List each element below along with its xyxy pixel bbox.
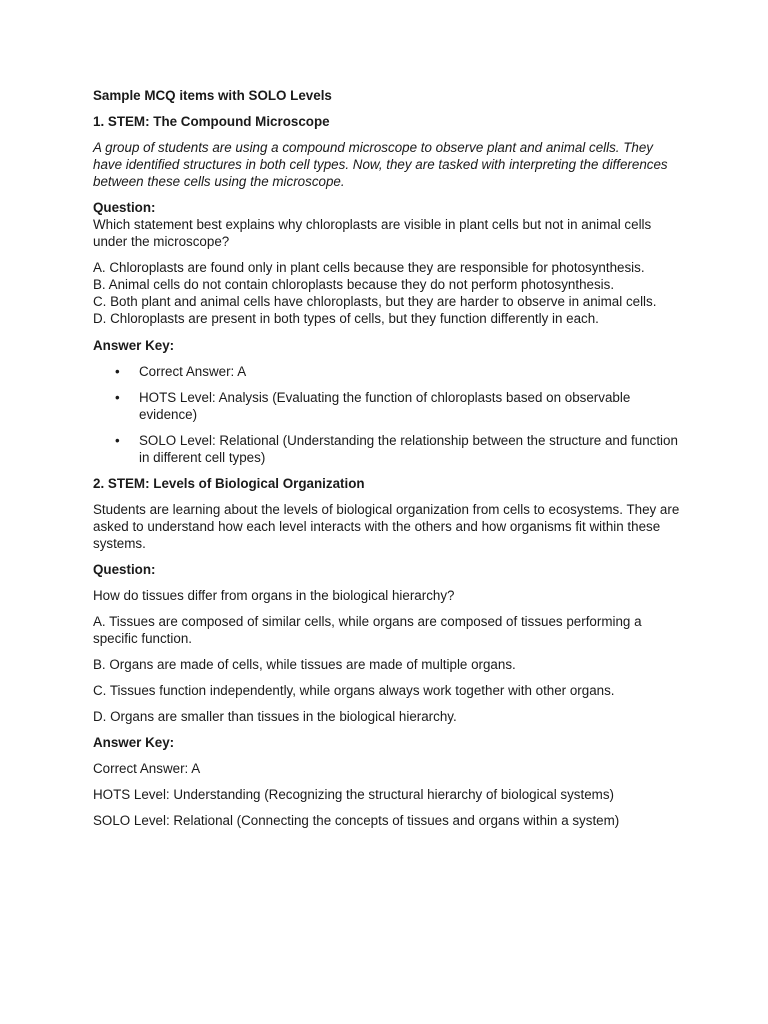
bullet-icon: • bbox=[115, 364, 120, 379]
section-2-answer-key-label: Answer Key: bbox=[93, 735, 175, 750]
section-1-option-d: D. Chloroplasts are present in both types of cells, but they function differently in each. bbox=[93, 311, 599, 326]
section-1-options bbox=[93, 259, 683, 327]
document-page bbox=[93, 87, 683, 829]
section-2-option-c: C. Tissues function independently, while organs always work together with other organs. bbox=[93, 683, 615, 698]
section-1-option-a: A. Chloroplasts are found only in plant cells because they are responsible for photosynthesis. bbox=[93, 260, 645, 275]
section-2-option-b: B. Organs are made of cells, while tissues are made of multiple organs. bbox=[93, 657, 516, 672]
section-2-solo-level: SOLO Level: Relational (Connecting the concepts of tissues and organs within a system) bbox=[93, 813, 620, 828]
section-2-correct-answer: Correct Answer: A bbox=[93, 761, 201, 776]
section-1-scenario: A group of students are using a compound microscope to observe plant and animal cells. They have identified structures in both cell types. Now, they are tasked with interpreting the differences between these cells using the microscope. bbox=[93, 140, 668, 189]
answer-list-item bbox=[93, 389, 683, 423]
answer-list-item bbox=[93, 432, 683, 466]
section-1-option-b: B. Animal cells do not contain chloroplasts because they do not perform photosynthesis. bbox=[93, 277, 615, 292]
section-2-option-d: D. Organs are smaller than tissues in the biological hierarchy. bbox=[93, 709, 457, 724]
section-2-option-a: A. Tissues are composed of similar cells, while organs are composed of tissues performing a specific function. bbox=[93, 614, 642, 646]
answer-list-item bbox=[93, 363, 683, 380]
section-2-heading: 2. STEM: Levels of Biological Organization bbox=[93, 476, 365, 491]
section-2-question-text: How do tissues differ from organs in the biological hierarchy? bbox=[93, 588, 455, 603]
section-2-hots-level: HOTS Level: Understanding (Recognizing the structural hierarchy of biological systems) bbox=[93, 787, 614, 802]
section-1-heading: 1. STEM: The Compound Microscope bbox=[93, 114, 330, 129]
document-title: Sample MCQ items with SOLO Levels bbox=[93, 88, 332, 103]
section-1-answer-key-list bbox=[93, 363, 683, 466]
correct-answer-text: Correct Answer: A bbox=[139, 364, 247, 379]
bullet-icon: • bbox=[115, 390, 120, 405]
section-2-question-label: Question: bbox=[93, 562, 156, 577]
bullet-icon: • bbox=[115, 433, 120, 448]
section-1-question-text: Which statement best explains why chloroplasts are visible in plant cells but not in animal cells under the microscope? bbox=[93, 217, 652, 249]
section-2-scenario: Students are learning about the levels of biological organization from cells to ecosystems. They are asked to understand how each level interacts with the others and how organisms fit within these systems. bbox=[93, 502, 680, 551]
section-1-option-c: C. Both plant and animal cells have chloroplasts, but they are harder to observe in animal cells. bbox=[93, 294, 657, 309]
section-1-question-label: Question: bbox=[93, 200, 156, 215]
hots-level-text: HOTS Level: Analysis (Evaluating the function of chloroplasts based on observable evidence) bbox=[139, 390, 631, 422]
solo-level-text: SOLO Level: Relational (Understanding the relationship between the structure and function in different cell types) bbox=[139, 433, 678, 465]
section-1-answer-key-label: Answer Key: bbox=[93, 338, 175, 353]
